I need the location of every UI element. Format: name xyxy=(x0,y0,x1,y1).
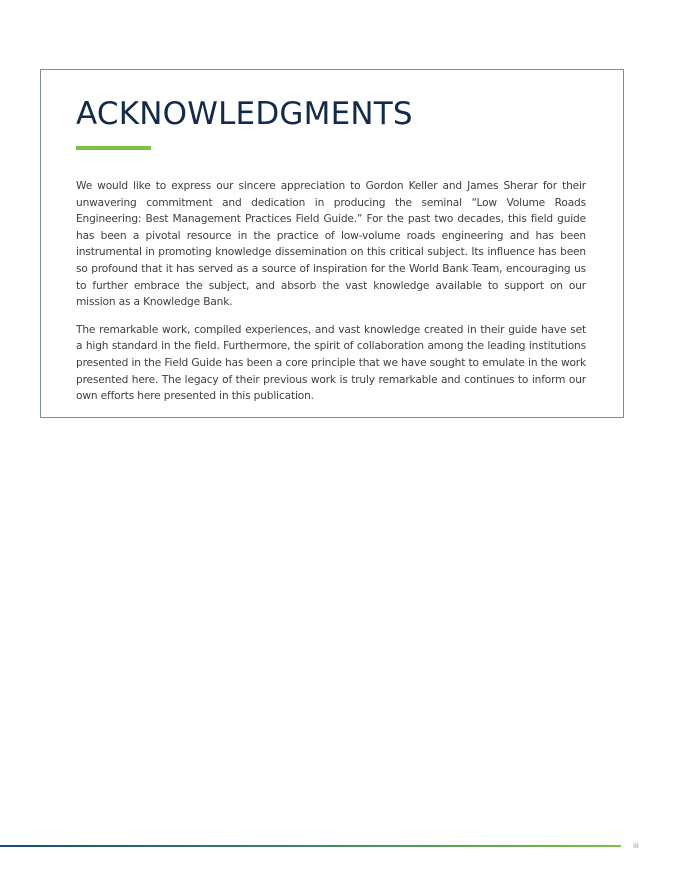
paragraph-2: The remarkable work, compiled experiences, and vast knowledge created in their guide have set a high standard in the field. Furthermore, the spirit of collaboration among the leading institutions presented in the Field Guide has been a core principle that we have sought to emulate in the work presented here. The legacy of their previous work is truly remarkable and continues to inform our own efforts here presented in this publication. xyxy=(76,323,586,403)
page-number: iii xyxy=(633,842,639,850)
paragraph-1: We would like to express our sincere appreciation to Gordon Keller and James Sherar for their unwavering commitment and dedication in producing the seminal “Low Volume Roads Engineering: Best Management Practices Field Guide.” For the past two decades, this field guide has been a pivotal resource in the practice of low-volume roads engineering and has been instrumental in promoting knowledge dissemination on this critical subject. Its influence has been so profound that it has served as a source of inspiration for the World Bank Team, encouraging us to further embrace the subject, and absorb the vast knowledge available to support on our mission as a Knowledge Bank. xyxy=(76,180,586,309)
acknowledgments-body xyxy=(76,178,586,416)
acknowledgments-box xyxy=(40,69,624,418)
title-accent-rule xyxy=(76,146,151,150)
page-title: ACKNOWLEDGMENTS xyxy=(76,96,413,132)
footer-divider-line xyxy=(0,845,621,847)
